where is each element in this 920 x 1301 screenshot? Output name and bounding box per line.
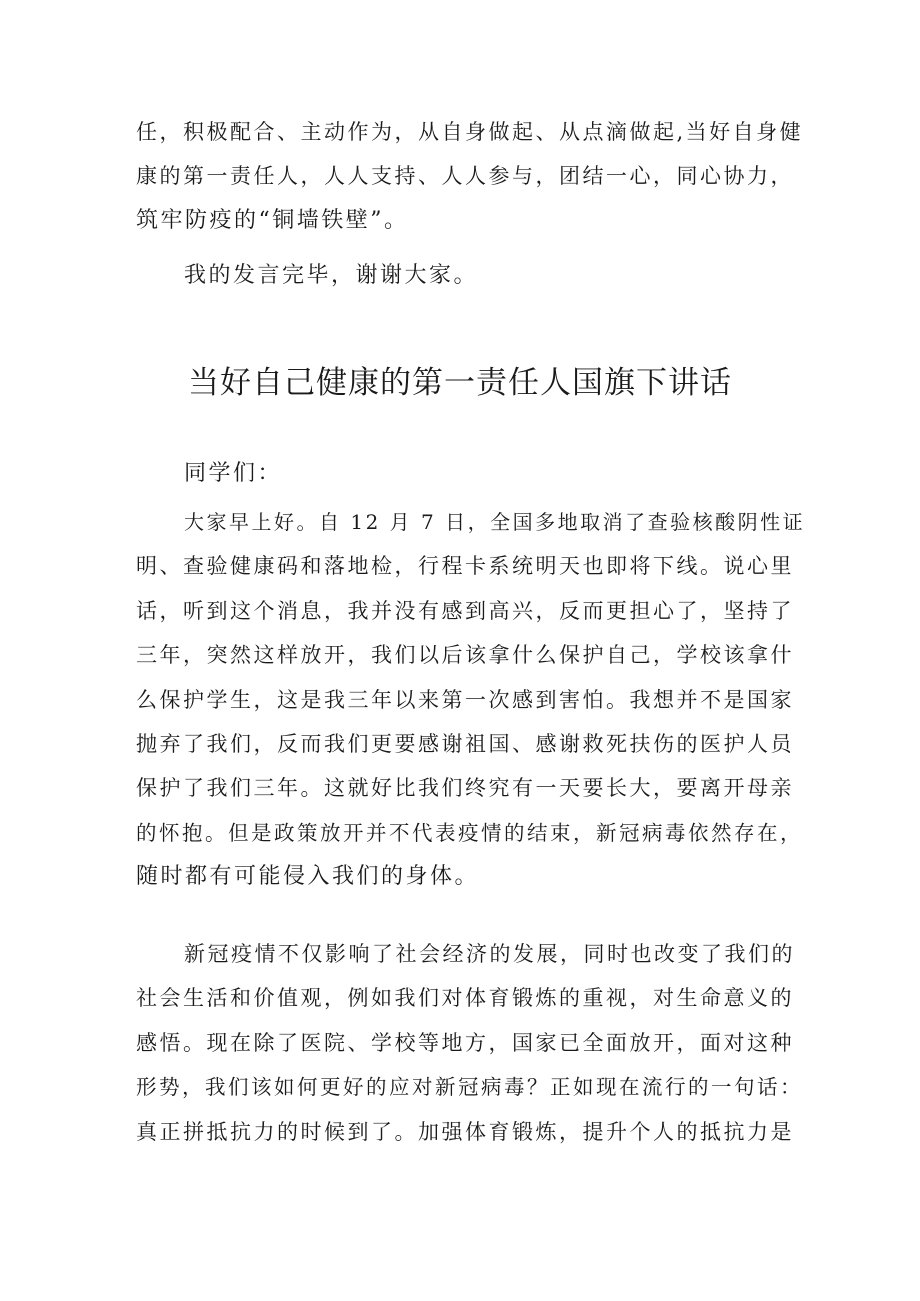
- text-line: 话，听到这个消息，我并没有感到高兴，反而更担心了，坚持了: [136, 598, 794, 623]
- greeting-paragraph: [136, 452, 806, 496]
- text-line: 感悟。现在除了医院、学校等地方，国家已全面放开，面对这种: [136, 1030, 794, 1055]
- text-line: 新冠疫情不仅影响了社会经济的发展，同时也改变了我们的: [184, 942, 795, 966]
- text-line: 形势，我们该如何更好的应对新冠病毒？正如现在流行的一句话：: [136, 1075, 803, 1100]
- body-paragraph-2: [136, 932, 806, 1154]
- speech-title: 当好自己健康的第一责任人国旗下讲话: [188, 365, 732, 401]
- text-line: 真正拼抵抗力的时候到了。加强体育锻炼，提升个人的抵抗力是: [136, 1119, 794, 1144]
- continued-paragraph: [136, 110, 806, 243]
- closing-paragraph: [136, 254, 806, 298]
- text-line: 三年，突然这样放开，我们以后该拿什么保护自己，学校该拿什: [136, 643, 794, 668]
- text-line: 的怀抱。但是政策放开并不代表疫情的结束，新冠病毒依然存在，: [136, 820, 803, 845]
- text-line: 明、查验健康码和落地检，行程卡系统明天也即将下线。说心里: [136, 554, 794, 579]
- closing-line: 我的发言完毕，谢谢大家。: [184, 263, 479, 288]
- text-line: 保护了我们三年。这就好比我们终究有一天要长大，要离开母亲: [136, 776, 794, 801]
- text-line: 康的第一责任人，人人支持、人人参与，团结一心，同心协力，: [136, 164, 794, 189]
- text-line: 筑牢防疫的“铜墙铁壁”。: [136, 207, 409, 233]
- text-line: 抛弃了我们，反而我们更要感谢祖国、感谢救死扶伤的医护人员: [136, 731, 794, 756]
- text-line: 任，积极配合、主动作为，从自身做起、从点滴做起,当好自身健: [136, 120, 804, 144]
- text-line: 大家早上好。自 12 月 7 日，全国多地取消了查验核酸阴性证: [184, 510, 806, 534]
- text-line: 么保护学生，这是我三年以来第一次感到害怕。我想并不是国家: [136, 687, 794, 712]
- body-paragraph-1: [136, 500, 806, 900]
- text-line: 社会生活和价值观，例如我们对体育锻炼的重视，对生命意义的: [136, 986, 794, 1011]
- text-line: 随时都有可能侵入我们的身体。: [136, 864, 480, 890]
- greeting-line: 同学们：: [184, 461, 283, 486]
